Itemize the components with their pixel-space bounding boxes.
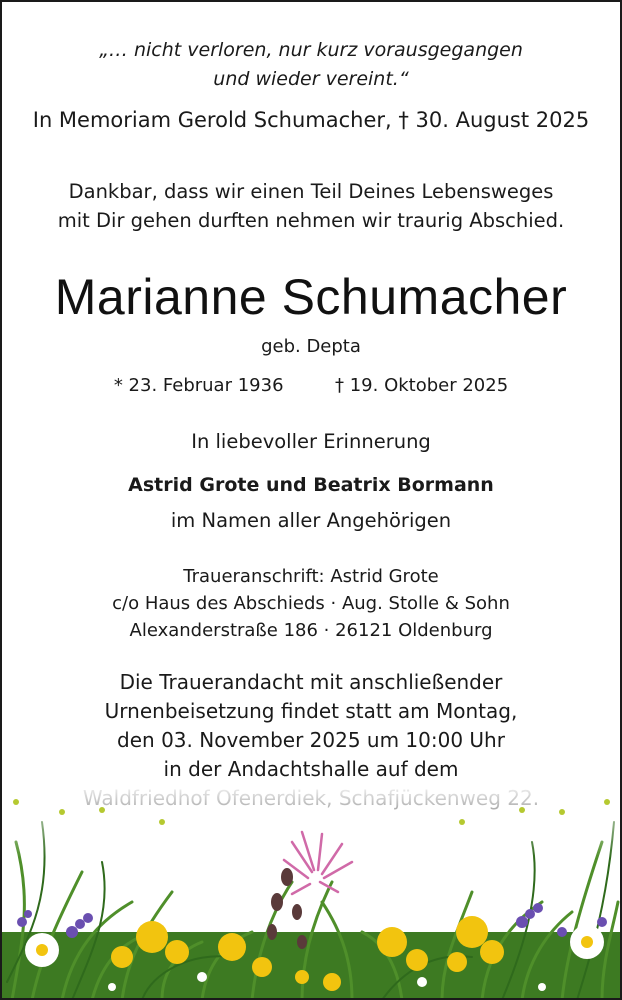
farewell-line-2: mit Dir gehen durften nehmen wir traurig Abschied. <box>57 209 565 232</box>
quote-line-1: „… nicht verloren, nur kurz vorausgegangen <box>99 39 523 61</box>
life-dates <box>2 375 620 396</box>
farewell-text <box>2 177 620 235</box>
address-line-2: c/o Haus des Abschieds · Aug. Stolle & Sohn <box>112 593 510 614</box>
remembrance-line: In liebevoller Erinnerung <box>191 430 431 453</box>
daisy-left <box>25 933 59 967</box>
on-behalf-line: im Namen aller Angehörigen <box>170 509 452 532</box>
address-line-3: Alexanderstraße 186 · 26121 Oldenburg <box>129 620 493 641</box>
mourner-names: Astrid Grote und Beatrix Bormann <box>128 474 494 496</box>
service-line-4: in der Andachtshalle auf dem <box>163 757 459 781</box>
quote <box>2 36 620 94</box>
service-line-1: Die Trauerandacht mit anschließender <box>119 670 503 694</box>
farewell-line-1: Dankbar, dass wir einen Teil Deines Lebensweges <box>68 180 554 203</box>
address-line-1: Traueranschrift: Astrid Grote <box>183 566 439 587</box>
service-line-2: Urnenbeisetzung findet statt am Montag, <box>104 699 518 723</box>
in-memoriam-line: In Memoriam Gerold Schumacher, † 30. August 2025 <box>32 108 590 132</box>
daisy-right <box>570 925 604 959</box>
service-line-3: den 03. November 2025 um 10:00 Uhr <box>117 728 505 752</box>
quote-line-2: und wieder vereint.“ <box>213 68 409 90</box>
wildflower-meadow-image <box>2 782 620 1000</box>
birth-name: geb. Depta <box>261 336 361 357</box>
birth-date: * 23. Februar 1936 <box>113 375 284 396</box>
death-date: † 19. Oktober 2025 <box>335 375 509 396</box>
mourning-address <box>2 563 620 644</box>
deceased-name: Marianne Schumacher <box>54 269 568 325</box>
